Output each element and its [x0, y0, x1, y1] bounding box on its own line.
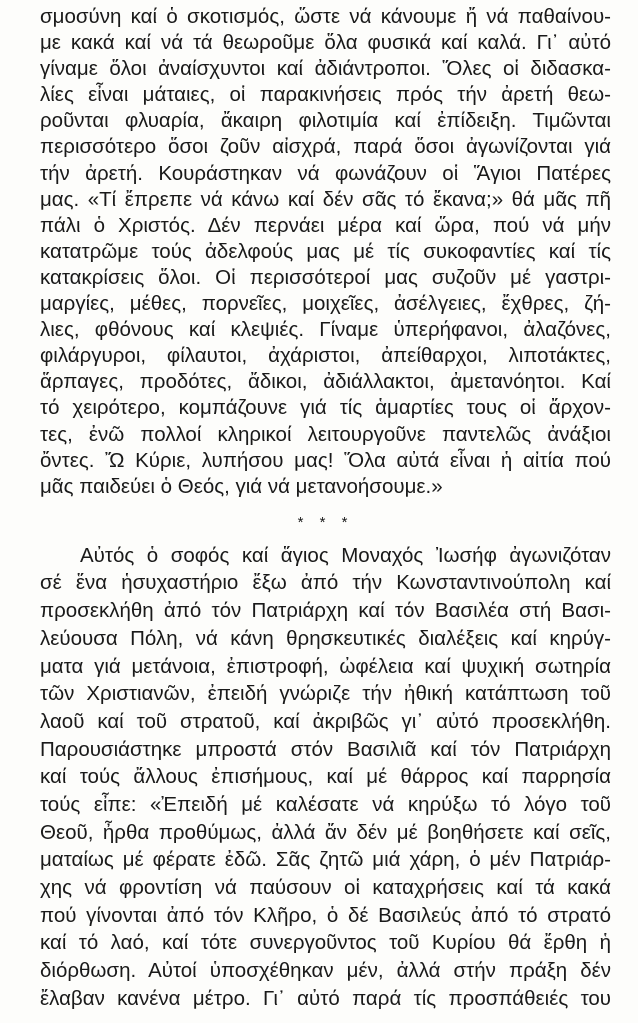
text-line: μαργίες, μέθες, πορνεῖες, μοιχεῖες, ἀσέλγειες, ἔχθρες, ζή-: [40, 292, 611, 316]
text-line: φιλάργυροι, φίλαυτοι, ἀχάριστοι, ἀπείθαρχοι, λιποτάκτες,: [40, 344, 611, 368]
text-line: Παρουσιάστηκε μπροστά στόν Βασιλιᾶ καί τόν Πατριάρχη: [40, 737, 611, 761]
text-line: σμοσύνη καί ὁ σκοτισμός, ὥστε νά κάνουμε ἤ νά παθαίνου-: [40, 5, 611, 28]
text-line: προσεκλήθη ἀπό τόν Πατριάρχη καί τόν Βασιλέα στή Βασι-: [40, 599, 611, 623]
document-page: [40, 4, 611, 1012]
section-separator: * * *: [297, 513, 354, 531]
text-line: τό χειρότερο, κομπάζουνε γιά τίς ἁμαρτίες τους οἱ ἄρχον-: [40, 396, 611, 420]
text-line: λαοῦ καί τοῦ στρατοῦ, καί ἀκριβῶς γι᾽ αὐτό προσεκλήθη.: [40, 709, 611, 733]
text-line: σέ ἕνα ἡσυχαστήριο ἔξω ἀπό τήν Κωνσταντινούπολη καί: [40, 571, 611, 595]
text-line: τῶν Χριστιανῶν, ἐπειδή γνώριζε τήν ἠθική κατάπτωση τοῦ: [40, 682, 611, 706]
text-line: καί τό λαό, καί τότε συνεργοῦντος τοῦ Κυρίου θά ἔρθη ἡ: [40, 931, 611, 955]
text-line: Αὐτός ὁ σοφός καί ἅγιος Μοναχός Ἰωσήφ ἀγωνιζόταν: [80, 543, 611, 567]
text-line: καί τούς ἄλλους ἐπισήμους, καί μέ θάρρος καί παρρησία: [40, 765, 611, 789]
text-line: ὄντες. Ὤ Κύριε, λυπήσου μας! Ὅλα αὐτά εἶναι ἡ αἰτία πού: [40, 448, 611, 472]
text-line: διόρθωση. Αὐτοί ὑποσχέθηκαν μέν, ἀλλά στήν πράξη δέν: [40, 959, 611, 983]
text-line: τούς εἶπε: «Ἐπειδή μέ καλέσατε νά κηρύξω τό λόγο τοῦ: [40, 792, 611, 816]
paragraph-1: [40, 4, 611, 500]
text-line: μᾶς παιδεύει ὁ Θεός, γιά νά μετανοήσουμε.»: [40, 474, 443, 498]
text-line: τες, ἐνῶ πολλοί κληρικοί λειτουργοῦνε παντελῶς ἀνάξιοι: [40, 422, 611, 446]
text-line: πού γίνονται ἀπό τόν Κλῆρο, ὁ δέ Βασιλεύς ἀπό τό στρατό: [40, 903, 611, 927]
text-line: περισσότερο ὅσοι ζοῦν αἰσχρά, παρά ὅσοι ἀγωνίζονται γιά: [40, 135, 611, 159]
text-line: κατακρίσεις ὅλοι. Οἱ περισσότεροί μας συζοῦν μέ γαστρι-: [40, 265, 611, 289]
text-line: λιες, φθόνους καί κλεψιές. Γίναμε ὑπερήφανοι, ἀλαζόνες,: [40, 318, 611, 342]
text-line: λεύουσα Πόλη, νά κάνη θρησκευτικές διαλέξεις καί κηρύγ-: [40, 626, 611, 650]
text-line: γίναμε ὅλοι ἀναίσχυντοι καί ἀδιάντροποι. Ὅλες οἱ διδασκα-: [40, 57, 611, 81]
text-line: Θεοῦ, ἦρθα προθύμως, ἀλλά ἄν δέν μέ βοηθήσετε καί σεῖς,: [40, 820, 611, 844]
text-line: μας. «Τί ἔπρεπε νά κάνω καί δέν σᾶς τό ἔκανα;» θά μᾶς πῆ: [40, 187, 611, 211]
text-line: ἅρπαγες, προδότες, ἄδικοι, ἀδιάλλακτοι, ἀμετανόητοι. Καί: [40, 370, 611, 394]
paragraph-2: [40, 542, 611, 1013]
text-line: με κακά καί νά τά θεωροῦμε ὅλα φυσικά καί καλά. Γι᾽ αὐτό: [40, 31, 611, 55]
text-line: ἔλαβαν κανένα μέτρο. Γι᾽ αὐτό παρά τίς προσπάθειές του: [40, 986, 611, 1010]
text-line: ματα γιά μετάνοια, ἐπιστροφή, ὠφέλεια καί ψυχική σωτηρία: [40, 654, 611, 678]
text-line: ροῦνται φλυαρία, ἄκαιρη φιλοτιμία καί ἐπίδειξη. Τιμῶνται: [40, 109, 611, 133]
text-line: χης νά φροντίση νά παύσουν οἱ καταχρήσεις καί τά κακά: [40, 876, 611, 900]
text-line: λίες εἶναι μάταιες, οἱ παρακινήσεις πρός τήν ἀρετή θεω-: [40, 83, 611, 107]
text-line: πάλι ὁ Χριστός. Δέν περνάει μέρα καί ὥρα, πού νά μήν: [40, 213, 611, 237]
text-line: κατατρῶμε τούς ἀδελφούς μας μέ τίς συκοφαντίες καί τίς: [40, 239, 611, 263]
text-line: τήν ἀρετή. Κουράστηκαν νά φωνάζουν οἱ Ἅγιοι Πατέρες: [40, 161, 611, 185]
text-line: ματαίως μέ φέρατε ἐδῶ. Σᾶς ζητῶ μιά χάρη, ὁ μέν Πατριάρ-: [40, 848, 611, 872]
